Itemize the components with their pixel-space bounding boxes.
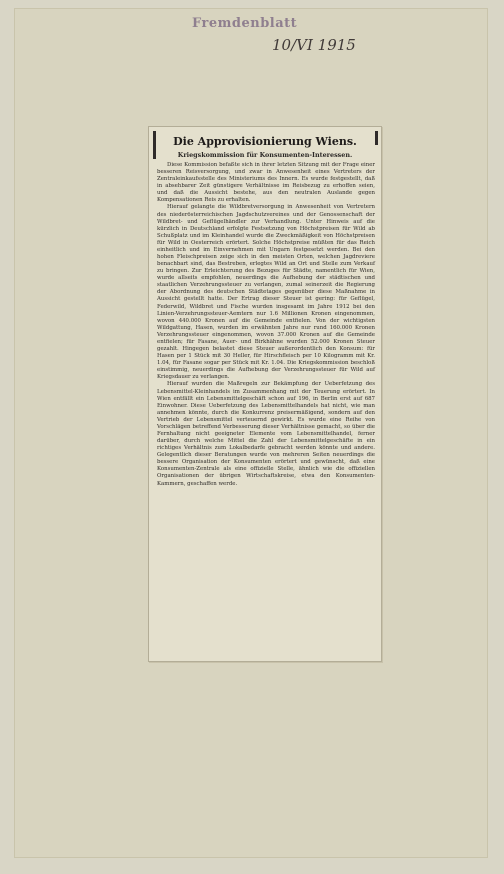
article-paragraph-1: Diese Kommission befaßte sich in ihrer letzten Sitzung mit der Frage einer besseren Reisversorgung, und zwar in Anwesenheit eines Vertreters der Zentraleinkaufsstelle des Ministeriums des Innern. Es wurde festgestellt, daß in absehbarer Zeit günstigere Verhältnisse im Reisbezug zu erhoffen seien, und daß die Aussicht bestehe, aus den neutralen Auslande gegen Kompensationen Reis zu erhalten. [157,162,375,204]
newspaper-clipping [148,126,382,662]
article-subheadline: Kriegskommission für Konsumenten-Interessen. [177,151,353,159]
article-body [157,162,375,488]
newspaper-stamp: Fremdenblatt [192,16,298,31]
article-paragraph-3: Hierauf wurden die Maßregeln zur Bekämpfung der Ueberfetzung des Lebensmittel-Kleinhandels im Zusammenhang mit der Teuerung erörtert. In Wien entfällt ein Lebensmittelgeschäft schon auf 196, in Berlin erst auf 687 Einwohner. Diese Ueberfetzung des Lebensmittelhandels hat nicht, wie man annehmen könnte, durch die Konkurrenz preisermäßigend, sondern auf den Vertrieb der Lebensmittel verteuernd gewirkt. Es wurde eine Reihe von Vorschlägen betreffend Verbesserung dieser Verhältnisse gemacht, so über die Fernhaltung nicht geeigneter Elemente vom Lebensmittelhandel, ferner darüber, durch welche Mittel die Zahl der Lebensmittelgeschäfte in ein richtiges Verhältnis zum Lokalbedarfe gebracht werden könnte und andere. Gelegentlich dieser Beratungen wurde von mehreren Seiten neuerdings die bessere Organisation der Konsumenten erörtert und gewünscht, daß eine Konsumenten-Zentrale als eine offizielle Stelle, ähnlich wie die offiziellen Organisationen der übrigen Wirtschaftskreise, etwa den Konsumenten-Kammern, geschaffen werde. [157,381,375,487]
article-paragraph-2: Hierauf gelangte die Wildbretversorgung in Anwesenheit von Vertretern des niederösterreichischen Jagdschutzvereines und der Genossenschaft der Wildbret- und Geflügelhändler zur Verhandlung. Unter Hinweis auf die kürzlich in Deutschland erfolgte Festsetzung von Höchstpreisen für Wild ab Schußplatz und im Kleinhandel wurde die Zweckmäßigkeit von Höchstpreisen für Wild in Oesterreich erörtert. Solche Höchstpreise müßten für das Reich einheitlich und im Einvernehmen mit Ungarn festgesetzt werden. Bei den hohen Fleischpreisen zeige sich in den meisten Orten, welchen Jagdreviere benachbart sind, das Bestreben, erlegtes Wild an Ort und Stelle zum Verkauf zu bringen. Zur Erleichterung des Bezuges für Städte, namentlich für Wien, wurde allseits empfohlen, neuerdings die Aufhebung der städtischen und staatlichen Verzehrungssteuer zu verlangen, zumal seinerzeit die Regierung der Abordnung des deutschen Städtetages gegenüber diese Maßnahme in Aussicht gestellt hatte. Der Ertrag dieser Steuer ist gering: für Geflügel, Federwild, Wildbret und Fische wurden insgesamt im Jahre 1912 bei den Linien-Verzehrungssteuer-Aemtern nur 1.6 Millionen Kronen eingenommen, wovon 440.000 Kronen auf die Gemeinde entfielen. Von der wichtigsten Wildgattung, Hasen, wurden im erwähnten Jahre nur rund 160.000 Kronen Verzehrungssteuer eingenommen, wovon 37.000 Kronen auf die Gemeinde entfielen; für Fasane, Auer- und Birkhähne wurden 52.000 Kronen Steuer gezahlt. Hingegen belastet diese Steuer außerordentlich den Konsum: für Hasen per 1 Stück mit 30 Heller, für Hirschfleisch per 10 Kilogramm mit Kr. 1.04, für Fasane sogar per Stück mit Kr. 1.04. Die Kriegskommission beschloß einstimmig, neuerdings die Aufhebung der Verzehrungssteuer für Wild auf Kriegsdauer zu verlangen. [157,204,375,381]
handwritten-date: 10/VI 1915 [272,36,356,54]
article-headline: Die Approvisionierung Wiens. [173,135,357,148]
